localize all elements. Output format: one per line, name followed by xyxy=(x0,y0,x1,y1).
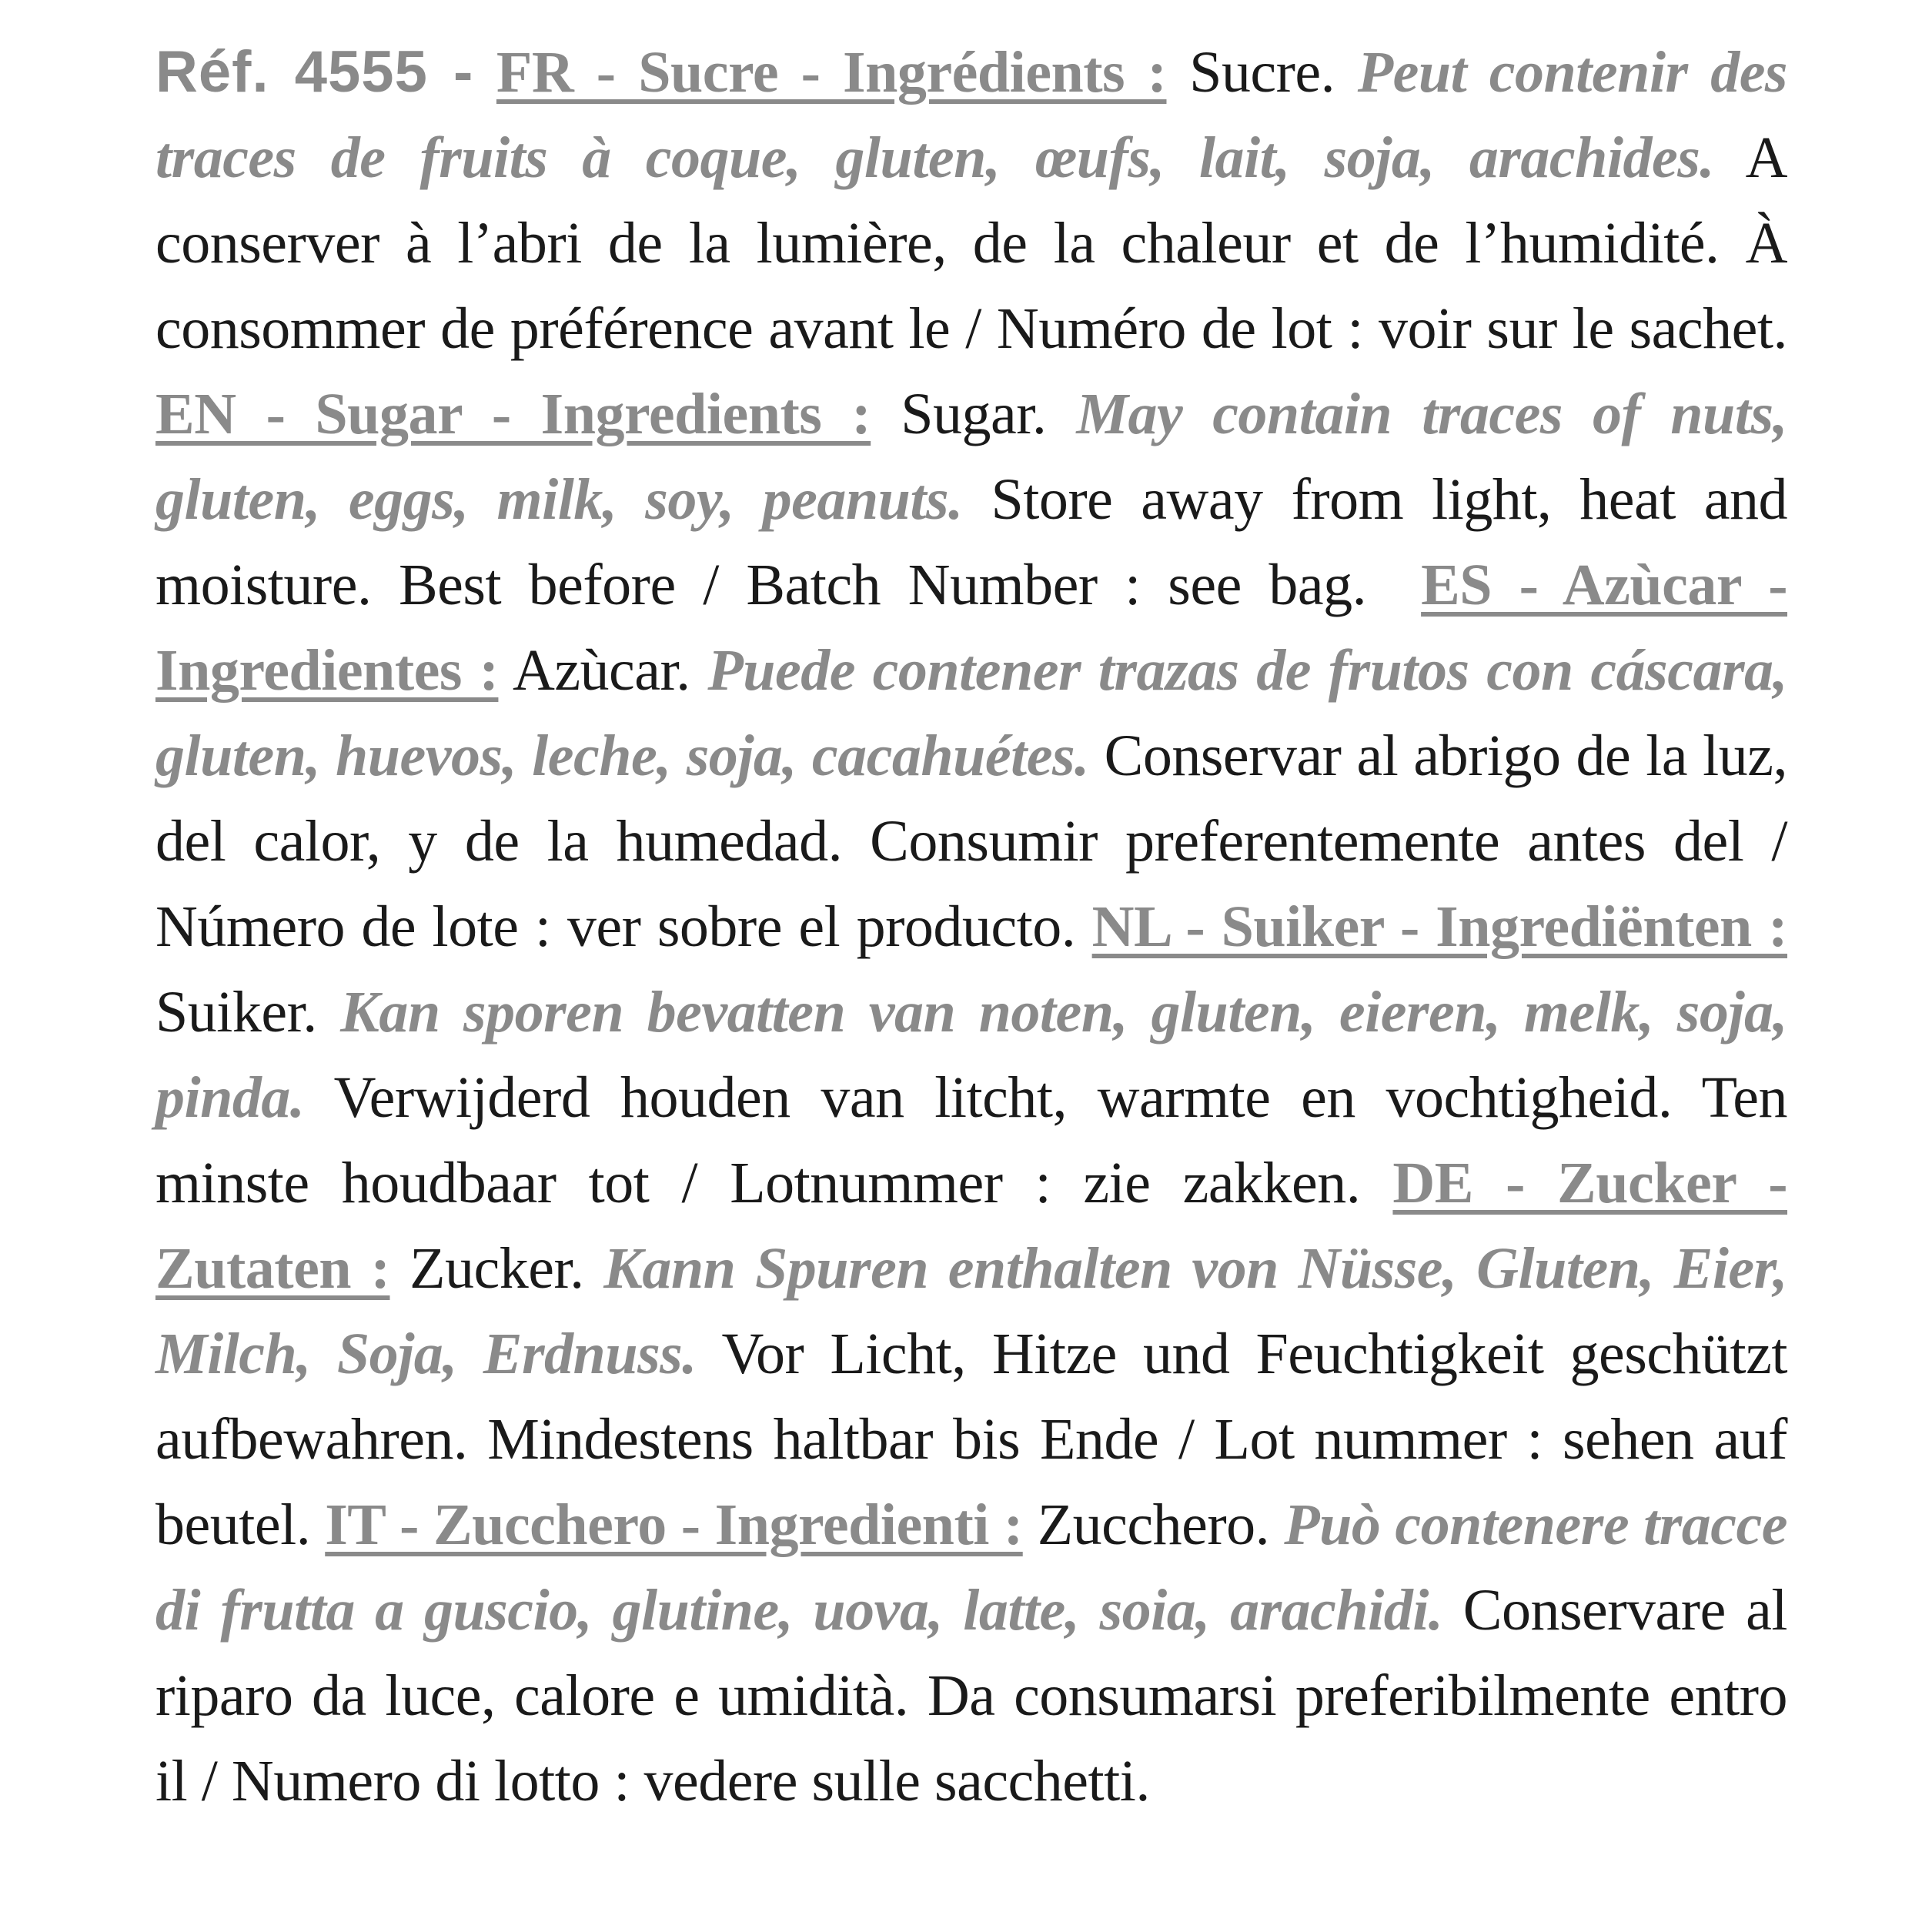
section-heading-it: IT - Zucchero - Ingredienti : xyxy=(325,1492,1023,1557)
reference-number: Réf. 4555 - xyxy=(155,39,474,105)
section-heading-en: EN - Sugar - Ingredients : xyxy=(155,382,871,446)
allergens-en: May contain traces of nuts, gluten, eggs, milk, soy, peanuts. xyxy=(155,382,1788,532)
section-heading-fr: FR - Sucre - Ingrédients : xyxy=(496,40,1167,105)
storage-en: Store away from light, heat and moisture. Best before / Batch Number : see bag. xyxy=(155,467,1787,617)
allergens-nl: Kan sporen bevatten van noten, gluten, eieren, melk, soja, pinda. xyxy=(155,980,1788,1130)
ingredients-nl: Suiker. xyxy=(155,980,317,1045)
storage-it: Conservare al riparo da luce, calore e umidità. Da consumarsi preferibilmente entro il / Numero di lotto : vedere sulle sacchetti. xyxy=(155,1578,1787,1813)
ingredients-it: Zucchero. xyxy=(1037,1492,1270,1557)
allergens-it: Può contenere tracce di frutta a guscio, glutine, uova, latte, soia, arachidi. xyxy=(155,1492,1788,1643)
storage-nl: Verwijderd houden van litcht, warmte en vochtigheid. Ten minste houdbaar tot / Lotnummer : zie zakken. xyxy=(155,1065,1787,1215)
allergens-fr: Peut contenir des traces de fruits à coque, gluten, œufs, lait, soja, arachides. xyxy=(155,40,1787,190)
ingredients-fr: Sucre. xyxy=(1189,40,1335,105)
allergens-es: Puede contener trazas de frutos con cáscara, gluten, huevos, leche, soja, cacahuétes. xyxy=(155,638,1788,788)
section-heading-nl: NL - Suiker - Ingrediënten : xyxy=(1091,894,1788,959)
ingredients-de: Zucker. xyxy=(409,1236,584,1301)
ingredients-en: Sugar. xyxy=(901,382,1047,446)
storage-de: Vor Licht, Hitze und Feuchtigkeit geschützt aufbewahren. Mindestens haltbar bis Ende / Lot nummer : sehen auf beutel. xyxy=(155,1322,1787,1557)
section-heading-de: DE - Zucker - Zutaten : xyxy=(155,1151,1788,1301)
product-label-text xyxy=(155,29,1787,1824)
storage-es: Conservar al abrigo de la luz, del calor, y de la humedad. Consumir preferentemente antes del / Número de lote : ver sobre el producto. xyxy=(155,724,1788,959)
storage-fr: A conserver à l’abri de la lumière, de la chaleur et de l’humidité. À consommer de préférence avant le / Numéro de lot : voir sur le sachet. xyxy=(155,125,1787,361)
allergens-de: Kann Spuren enthalten von Nüsse, Gluten, Eier, Milch, Soja, Erdnuss. xyxy=(155,1236,1788,1386)
ingredients-es: Azùcar. xyxy=(512,638,690,703)
section-heading-es: ES - Azùcar - Ingredientes : xyxy=(155,553,1788,703)
